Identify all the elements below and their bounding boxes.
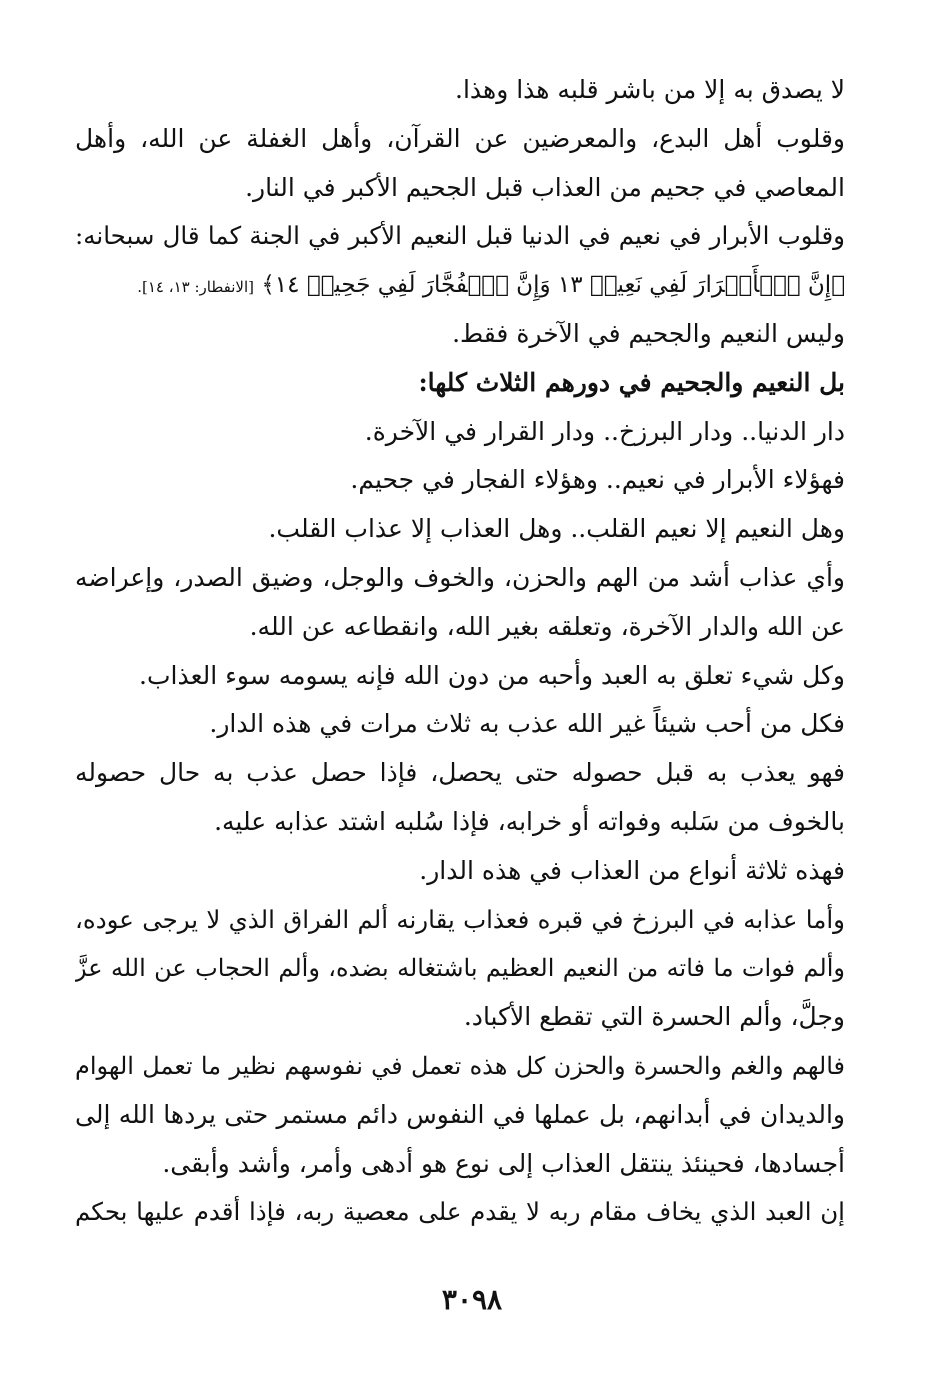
- text-line: فهذه ثلاثة أنواع من العذاب في هذه الدار.: [419, 855, 845, 885]
- section-heading: بل النعيم والجحيم في دورهم الثلاث كلها:: [418, 367, 845, 397]
- text-line: فكل من أحب شيئاً غير الله عذب به ثلاث مرات في هذه الدار.: [209, 709, 845, 739]
- text-line: فهؤلاء الأبرار في نعيم.. وهؤلاء الفجار في جحيم.: [350, 465, 845, 495]
- page-number: ٣٠٩٨: [441, 1283, 503, 1316]
- text-line: وجلَّ، وألم الحسرة التي تقطع الأكباد.: [463, 1002, 845, 1032]
- text-line: فهو يعذب به قبل حصوله حتى يحصل، فإذا حصل عذب به حال حصوله: [75, 758, 845, 788]
- text-line: وألم فوات ما فاته من النعيم العظيم باشتغاله بضده، وألم الحجاب عن الله عزَّ: [75, 954, 845, 983]
- text-line: أجسادها، فحينئذ ينتقل العذاب إلى نوع هو أدهى وأمر، وأشد وأبقى.: [162, 1148, 845, 1178]
- text-line: عن الله والدار الآخرة، وتعلقه بغير الله، وانقطاعه عن الله.: [249, 611, 845, 641]
- text-line: لا يصدق به إلا من باشر قلبه هذا وهذا.: [455, 75, 845, 104]
- text-line: وليس النعيم والجحيم في الآخرة فقط.: [452, 318, 845, 348]
- text-line: وقلوب أهل البدع، والمعرضين عن القرآن، وأهل الغفلة عن الله، وأهل: [75, 123, 845, 153]
- verse-reference: [الانفطار: ١٣، ١٤].: [137, 278, 254, 297]
- text-line: المعاصي في جحيم من العذاب قبل الجحيم الأكبر في النار.: [245, 172, 845, 202]
- text-line: وأما عذابه في البرزخ في قبره فعذاب يقارنه ألم الفراق الذي لا يرجى عوده،: [75, 904, 845, 934]
- text-line: بالخوف من سَلبه وفواته أو خرابه، فإذا سُلبه اشتد عذابه عليه.: [214, 806, 845, 836]
- text-line: دار الدنيا.. ودار البرزخ.. ودار القرار في الآخرة.: [364, 416, 845, 446]
- text-line: وقلوب الأبرار في نعيم في الدنيا قبل النعيم الأكبر في الجنة كما قال سبحانه:: [75, 221, 845, 251]
- text-line: وهل النعيم إلا نعيم القلب.. وهل العذاب إلا عذاب القلب.: [268, 514, 845, 544]
- text-line: إن العبد الذي يخاف مقام ربه لا يقدم على معصية ربه، فإذا أقدم عليها بحكم: [75, 1197, 845, 1227]
- quran-verse: ﴿إِنَّ ٱلۡأَبۡرَارَ لَفِي نَعِيمٖ ١٣ وَإِنَّ ٱلۡفُجَّارَ لَفِي جَحِيمٖ ١٤﴾: [261, 272, 845, 299]
- text-line: وأي عذاب أشد من الهم والحزن، والخوف والوجل، وضيق الصدر، وإعراضه: [75, 562, 845, 592]
- page-body: [75, 66, 845, 1237]
- text-line: والديدان في أبدانهم، بل عملها في النفوس دائم مستمر حتى يردها الله إلى: [75, 1099, 845, 1129]
- quran-verse-line: [75, 261, 845, 310]
- text-line: فالهم والغم والحسرة والحزن كل هذه تعمل في نفوسهم نظير ما تعمل الهوام: [75, 1051, 845, 1080]
- text-line: وكل شيء تعلق به العبد وأحبه من دون الله فإنه يسومه سوء العذاب.: [139, 660, 845, 690]
